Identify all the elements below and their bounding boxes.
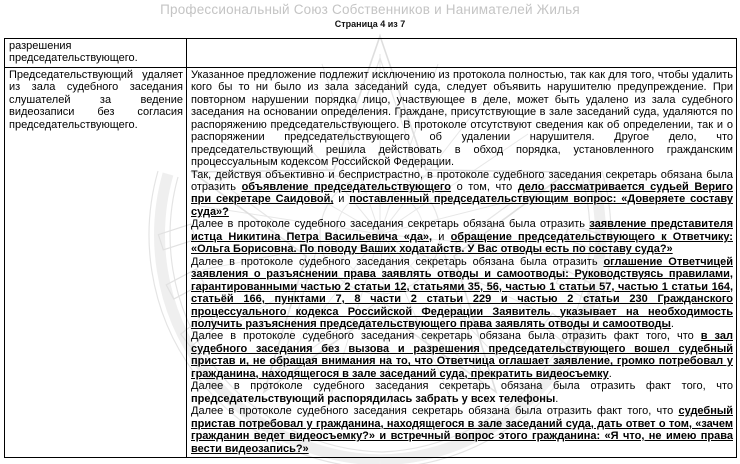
paragraph xyxy=(191,256,733,331)
text-run: в зал судебного заседания без вызова и разрешения председательствующего вошел судебный пристав и, не обращая внимания на то, что Ответчица оглашает заявление, громко потребовал у гражданина, находящегося в зале заседаний суда, прекратить видеосъемку xyxy=(191,330,733,380)
organization-title: Профессиональный Союз Собственников и Нанимателей Жилья xyxy=(160,2,580,17)
text-run: Так, действуя объективно и беспристрастно, в протоколе судебного заседания секретарь обязана была отразить xyxy=(191,168,733,193)
left-claim-cell: Председательствующий удаляет из зала судебного заседания слушателей за ведение видеозаписи без согласия председательствующего. xyxy=(5,67,187,457)
text-run: дело рассматривается судьей Вериго при секретаре Саидовой, xyxy=(191,180,734,206)
text-run: Далее в протоколе судебного заседания секретарь обязана была отразить факт того, что xyxy=(191,330,701,343)
text-run: и xyxy=(333,193,350,206)
text-run: Далее в протоколе судебного заседания секретарь обязана была отразить xyxy=(191,255,604,268)
text-run: . xyxy=(670,317,674,330)
paragraph xyxy=(191,405,733,455)
paragraph xyxy=(191,218,733,255)
text-run: объявление председательствующего xyxy=(241,180,452,193)
text-run: заявление представителя истца Никитина Петра Васильевича «да», xyxy=(191,218,733,243)
text-run: Далее в протоколе судебного заседания секретарь обязана была отразить xyxy=(191,218,590,231)
paragraph xyxy=(191,169,733,219)
paragraph xyxy=(191,330,733,380)
right-analysis-cell xyxy=(187,39,737,68)
text-run: председательствующий распорядилась забрать у всех телефоны xyxy=(191,392,556,405)
paragraph xyxy=(191,69,733,169)
text-run: . xyxy=(555,392,559,405)
table-row xyxy=(5,67,737,457)
text-run: оглашение Ответчицей заявления о разъяснении права заявлять отводы и самоотводы: Руководствуясь правилами, гарантированными частью 2 статьи 12, статьями 35, 56, частью 1 статьи 57, частью 1 статьи 164, статьёй 166, пунктами 7, 8 части 2 статьи 229 и частью 2 статьи 230 Гражданского процессуального кодекса Российской Федерации Заявитель указывает на необходимость получить разъяснения председательствующего права заявлять отводы и самоотводы xyxy=(191,255,733,330)
text-run: Далее в протоколе судебного заседания секретарь обязана была отразить факт того, что xyxy=(191,405,679,418)
text-run: и xyxy=(432,230,451,243)
text-run: Далее в протоколе судебного заседания секретарь обязана была отразить факт того, что xyxy=(191,380,733,393)
page-number-label: Страница 4 из 7 xyxy=(334,19,406,29)
text-run: судебный пристав потребовал у гражданина, находящегося в зале заседаний суда, дать ответ о том, «зачем гражданин ведет видеосъемку?» и встречный вопрос этого гражданина: «Я что, не имею права вести видеозапись?» xyxy=(191,405,733,455)
right-analysis-cell xyxy=(187,67,737,457)
protocol-remarks-table xyxy=(4,38,737,458)
text-run: поставленный председательствующим вопрос: «Доверяете составу суда»? xyxy=(191,193,734,218)
protocol-table-body xyxy=(5,39,737,458)
table-row xyxy=(5,39,737,68)
paragraph xyxy=(191,380,733,405)
text-run: обращение председательствующего к Ответчику: «Ольга Борисовна. По поводу Ваших ходатайств. У Вас отводы есть по составу суда?» xyxy=(191,230,733,256)
text-run: Указанное предложение подлежит исключению из протокола полностью, так как для того, чтобы удалить кого бы то ни было из зала заседаний суда, следует объявить нарушителю предупреждение. При повторном нарушении порядка лицо, участвующее в деле, может быть удалено из зала судебного заседания на основании определения. Граждане, присутствующие в зале заседаний суда, удаляются по распоряжению председательствующего. В протоколе отсутствуют сведения как об определении, так и о распоряжении председательствующего об удалении нарушителя. Другое дело, что председательствующий решила действовать в обход порядка, установленного гражданским процессуальным кодексом Российской Федерации. xyxy=(191,68,733,169)
left-claim-cell: разрешения председательствующего. xyxy=(5,39,187,68)
text-run: о том, что xyxy=(451,180,518,193)
page-header xyxy=(0,0,740,29)
text-run: . xyxy=(608,367,612,380)
